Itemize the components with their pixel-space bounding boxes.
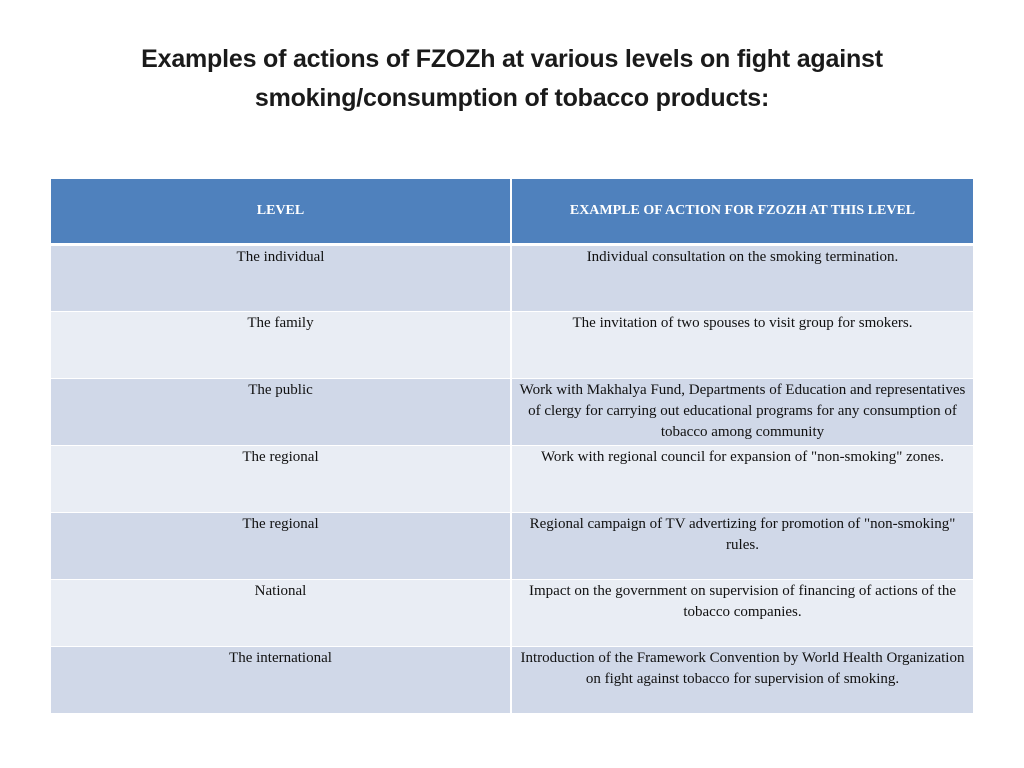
table-row bbox=[51, 446, 973, 513]
slide-title bbox=[60, 40, 964, 118]
cell-action: Individual consultation on the smoking termination. bbox=[511, 245, 973, 312]
slide-title-line-2: smoking/consumption of tobacco products: bbox=[254, 84, 770, 112]
cell-action: Introduction of the Framework Convention by World Health Organization on fight against tobacco for supervision of smoking. bbox=[511, 647, 973, 714]
cell-level: The public bbox=[51, 379, 511, 446]
cell-action: The invitation of two spouses to visit group for smokers. bbox=[511, 312, 973, 379]
table-row bbox=[51, 580, 973, 647]
table-header-row bbox=[51, 179, 973, 245]
slide-title-line-1: Examples of actions of FZOZh at various levels on fight against bbox=[141, 45, 883, 73]
cell-action: Work with Makhalya Fund, Departments of Education and representatives of clergy for carrying out educational programs for any consumption of tobacco among community bbox=[511, 379, 973, 446]
cell-level: National bbox=[51, 580, 511, 647]
cell-action: Work with regional council for expansion of "non-smoking" zones. bbox=[511, 446, 973, 513]
table-row bbox=[51, 312, 973, 379]
table-row bbox=[51, 513, 973, 580]
cell-level: The regional bbox=[51, 513, 511, 580]
table-row bbox=[51, 647, 973, 714]
actions-table bbox=[51, 179, 973, 714]
table-row bbox=[51, 245, 973, 312]
table-row bbox=[51, 379, 973, 446]
cell-level: The regional bbox=[51, 446, 511, 513]
cell-action: Impact on the government on supervision of financing of actions of the tobacco companies. bbox=[511, 580, 973, 647]
cell-action: Regional campaign of TV advertizing for promotion of "non-smoking" rules. bbox=[511, 513, 973, 580]
actions-table-container bbox=[51, 179, 973, 714]
cell-level: The family bbox=[51, 312, 511, 379]
header-action: EXAMPLE OF ACTION FOR FZOZH AT THIS LEVEL bbox=[511, 179, 973, 245]
cell-level: The international bbox=[51, 647, 511, 714]
cell-level: The individual bbox=[51, 245, 511, 312]
header-level: LEVEL bbox=[51, 179, 511, 245]
